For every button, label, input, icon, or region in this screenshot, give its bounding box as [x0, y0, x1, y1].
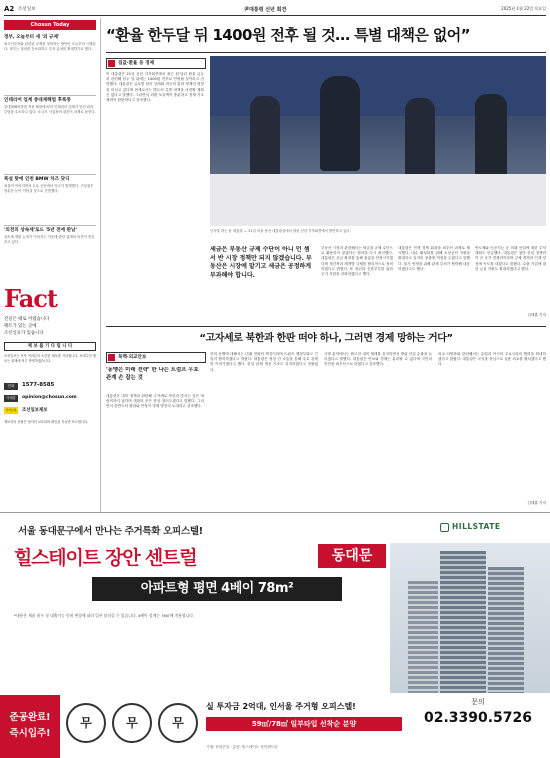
main-body-col-3: 대통령은 민생 경제 회복을 최우선 과제로 제시했다. 내수 활성화를 위해 소상공인 지원을 확대하고 일자리 창출에 역점을 두겠다고 말했다. 물가 안정을 위해 관계 부처가 협력해 대응하겠다고도 했다. — [398, 246, 470, 271]
ad-title: 힐스테이트 장안 센트럴 — [14, 547, 197, 569]
speaker-figure — [320, 76, 360, 171]
ad-side-line: 준공완료! — [9, 712, 51, 723]
ad-promo-banner: 59㎡/78㎡ 일부타입 선착순 분양 — [206, 717, 402, 731]
main-body-col-4: 반도체와 인공지능 등 미래 산업에 대한 투자 계획도 언급했다. 대통령은 첨단 산업 경쟁력이 곧 국가 경쟁력이라며 규제 개혁과 인재 양성에 속도를 내겠다고 밝혔다. 수출 기업에 대한 금융 지원도 확대하겠다고 했다. — [475, 246, 546, 271]
column-item[interactable] — [4, 98, 96, 172]
speaker-figure — [475, 94, 507, 176]
ad-badge: 무 — [158, 703, 198, 743]
ad-badge: 무 — [112, 703, 152, 743]
email-label: 이메일 — [4, 395, 18, 402]
press-conference-photo — [210, 56, 546, 226]
fact-slogan: 조선일보가 있습니다 — [4, 331, 44, 336]
column-item-body: 폭설이 이어지면서 도로 곳곳에서 사고가 발생했다. 기상청은 당분간 눈이 이어질 것으로 전망했다. — [4, 184, 94, 193]
column-item-title: '의전의 상속세'로드 '5년 전에 판남' — [4, 228, 77, 233]
main-byline: 김태훈 기자 — [527, 313, 546, 317]
main-body-col-2: 부동산 시장과 관련해서는 세금을 규제 수단으로 활용하지 않겠다는 원칙을 다시 확인했다. 대통령은 공급 확대를 통해 집값을 안정시키겠다며 재건축과 재개발 규제를 합리적으로 정비하겠다고 밝혔다. 또 청년과 신혼부부를 위한 주거 지원을 강화하겠다고 했다. — [321, 246, 393, 277]
tower-block — [408, 581, 438, 693]
fact-box — [4, 284, 96, 516]
ad-sub-banner: 아파트형 평면 4베이 78m² — [92, 577, 342, 601]
tower-block — [440, 551, 486, 693]
report-info: 조선일보는 독자 여러분의 소중한 제보를 기다립니다. 보내주신 제보는 취재에 적극 반영하겠습니다. — [4, 354, 96, 363]
ad-side-box — [0, 695, 60, 758]
phone-number: 02.3390.5726 — [423, 710, 533, 726]
tel-label: 전화 — [4, 383, 18, 390]
column-item-title: 폭설 탓에 인천 BMW 차즈 닷디 — [4, 177, 70, 182]
email-address: opinion@chosun.com — [22, 395, 77, 400]
second-body-col-1: 대통령은 대북 정책과 관련해 고자세로 북한과 맞서는 것은 바람직하지 않다며 대화의 문은 항상 열어두겠다고 말했다. 그러면서 한반도의 평화와 안정이 경제 발전의 토대라고 강조했다. — [106, 394, 204, 409]
brand-name: HILLSTATE — [452, 522, 501, 531]
second-kicker: '동맹은 미래 전략' 한 나는 트럼프 우호 관계 손 잡는 것 — [106, 367, 199, 381]
chosun-today-label: Chosun Today — [4, 20, 96, 30]
column-item[interactable] — [4, 228, 96, 278]
second-headline: “고자세로 북한과 한판 떠야 하나, 그러면 경제 망하는 거다” — [199, 333, 453, 344]
ad-top-line: 서울 동대문구에서 만나는 주거특화 오피스텔! — [18, 526, 203, 537]
page-number: A2 — [4, 5, 15, 13]
column-item[interactable] — [4, 177, 96, 223]
second-body-col-4: 외교 다변화와 관련해서는 유럽과 아시아 주요국과의 협력을 확대하겠다고 밝혔다. 대통령은 국익을 중심으로 실용 외교를 펼치겠다고 했다. — [438, 352, 546, 367]
kakao-id: 조선일보제보 — [22, 408, 48, 413]
main-headline: “환율 한두달 뒤 1400원 전후 될 것… 특별 대책은 없어” — [106, 26, 470, 44]
ad-footer: 시행: 현대건설 · 분양: 힐스테이트 장안센트럴 — [206, 745, 278, 749]
ad-disclaimer: *내용은 제품 하우 및 대출기능 인허 변경에 따라 일부 달라질 수 있습니다. 4베이 설계는 78㎡에 적용됩니다. — [14, 613, 195, 618]
speaker-figure — [250, 96, 280, 176]
section-tag — [106, 58, 206, 69]
building-rendering — [390, 543, 550, 693]
ad-promo-line: 실 투자금 2억대, 인서울 주거형 오피스텔! — [206, 702, 356, 711]
paper-name: 조선일보 — [18, 7, 36, 12]
tel-number: 1577-8585 — [22, 382, 55, 388]
column-item-body: 상속세 개편 논의가 이어지는 가운데 관련 업계의 의견이 엇갈리고 있다. — [4, 235, 95, 244]
speaker-figure — [405, 98, 435, 176]
issue-date: 2025년 1월 22일 목요일 — [501, 6, 546, 11]
main-body-col-1: 이 대통령은 21일 신년 기자회견에서 최근 원·달러 환율 급등과 관련해 한두 달 뒤에는 1400원 전후로 안정될 것이라고 전망했다. 대통령은 글로벌 달러 강세와 미국의 통화 정책이 영향을 미치고 있다며 현재로서는 별도의 특별 대책을 마련할 계획은 없다고 말했다. 그러면서 외환 보유액이 충분하고 경제 기초 체력이 탄탄하다고 강조했다. — [106, 72, 204, 103]
fact-slogan: 진실은 때로 어렵습니다 — [4, 317, 50, 322]
ad-title-badge: 동대문 — [318, 544, 386, 568]
column-item-title: 정부, 오늘부터 새 '외 규제' — [4, 35, 60, 40]
photo-caption: 인사말 하는 윤 대통령 — 21일 서울 용산 대통령실에서 열린 신년 기자회견에서 발언하고 있다. — [210, 229, 351, 233]
column-item-body: 외국인투자와 관련된 규제를 정비하는 방안이 오늘부터 시행된다. 정부는 절차를 간소화하고 투자 유치를 확대하기로 했다. — [4, 42, 96, 51]
phone-label: 문의 — [471, 698, 485, 706]
tower-block — [488, 567, 524, 693]
tag-label: 집값·환율 등 경제 — [118, 61, 155, 66]
second-byline: 김태훈 기자 — [527, 501, 546, 505]
ad-phone-box[interactable] — [410, 697, 546, 737]
report-label: 제 보 를 기 다 립 니 다 — [4, 342, 96, 351]
fact-footnote: 제보자의 신원은 철저히 보호되며 확인된 사실만 보도합니다. — [4, 420, 89, 424]
second-body-col-3: 국방 분야에서는 확고한 대비 태세를 유지하면서 방위 산업 수출을 늘리겠다고 말했다. 대통령은 안보와 경제는 분리할 수 없다며 국민의 안전을 최우선으로 하겠다고 강조했다. — [324, 352, 432, 367]
email-row[interactable] — [4, 394, 96, 403]
kakao-row[interactable] — [4, 406, 96, 415]
second-body-col-2: 한미 동맹에 대해서는 미래 전략의 핵심이라며 트럼프 행정부와도 긴밀히 협력하겠다고 밝혔다. 대통령은 정상 간 소통을 통해 우호 관계를 이어가겠다고 했다. 한일 관계 개선 기조도 유지하겠다고 덧붙였다. — [210, 352, 318, 372]
podium-table — [210, 174, 546, 226]
fact-slogan: 팩트가 있는 곳에 — [4, 324, 37, 329]
column-item-title: 인테리어 업계 중대재해법 후폭풍 — [4, 98, 71, 103]
column-item-body: 중대재해처벌법 적용 확대에 따라 인테리어 업계가 안전 관리 부담을 호소하고 있다. 소규모 사업장의 대응이 과제로 꼽힌다. — [4, 105, 96, 114]
tag-label: 북핵·외교안보 — [118, 355, 147, 360]
section-title: 尹대통령 신년 회견 — [244, 7, 287, 13]
column-item[interactable] — [4, 35, 96, 93]
ad-side-line: 즉시입주! — [9, 728, 51, 739]
tag-marker-icon — [108, 60, 115, 67]
tel-row[interactable] — [4, 382, 96, 391]
pull-quote: 세금은 부동산 규제 수단이 아니 던 셈서 반 시장 정책만 되지 않겠습니다. 부동산은 시장에 맡기고 세금은 공정하게 부과해야 합니다. — [210, 246, 312, 279]
apartment-ad[interactable] — [0, 512, 550, 758]
ad-badge: 무 — [66, 703, 106, 743]
brand-logo — [440, 521, 540, 535]
chosun-today-column — [0, 18, 100, 280]
tag-marker-icon — [108, 354, 115, 361]
page-header — [4, 4, 546, 16]
kakao-label: 카카오톡 — [5, 408, 17, 412]
fact-logo: Fact — [4, 284, 57, 313]
brand-mark-icon — [440, 523, 449, 532]
second-section-tag — [106, 352, 206, 363]
